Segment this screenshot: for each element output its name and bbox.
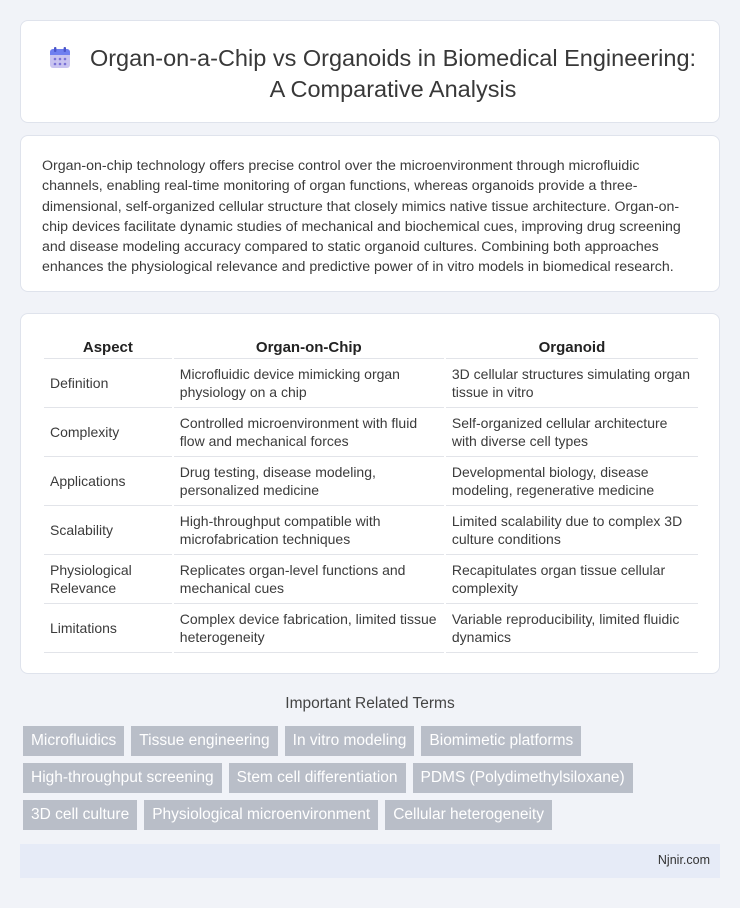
table-row <box>44 555 698 604</box>
organ-on-chip-cell: Complex device fabrication, limited tissue heterogeneity <box>174 604 444 653</box>
footer <box>20 844 720 878</box>
organ-on-chip-cell: Microfluidic device mimicking organ physiology on a chip <box>174 359 444 408</box>
related-terms-heading: Important Related Terms <box>285 695 455 712</box>
table-row <box>44 506 698 555</box>
summary-card <box>20 135 720 292</box>
footer-brand[interactable]: Njnir.com <box>657 853 710 867</box>
tag-in-vitro-modeling[interactable]: In vitro modeling <box>285 726 415 756</box>
table-row <box>44 408 698 457</box>
title-card <box>20 20 720 123</box>
related-terms-list <box>23 726 713 837</box>
aspect-cell: Applications <box>44 457 172 506</box>
tag-high-throughput-screening[interactable]: High-throughput screening <box>23 763 222 793</box>
tag-cellular-heterogeneity[interactable]: Cellular heterogeneity <box>385 800 552 830</box>
table-row <box>44 359 698 408</box>
header-aspect: Aspect <box>44 334 172 359</box>
tag-row <box>23 726 713 756</box>
tag-row <box>23 800 713 830</box>
table-row <box>44 604 698 653</box>
organ-on-chip-cell: Controlled microenvironment with fluid flow and mechanical forces <box>174 408 444 457</box>
tag-physiological-microenvironment[interactable]: Physiological microenvironment <box>144 800 378 830</box>
header-organ-on-chip: Organ-on-Chip <box>174 334 444 359</box>
calendar-icon <box>48 46 72 70</box>
organoid-cell: Recapitulates organ tissue cellular complexity <box>446 555 698 604</box>
aspect-cell: Complexity <box>44 408 172 457</box>
tag-microfluidics[interactable]: Microfluidics <box>23 726 124 756</box>
table-header-row <box>44 334 698 359</box>
tag-tissue-engineering[interactable]: Tissue engineering <box>131 726 277 756</box>
organoid-cell: Variable reproducibility, limited fluidic dynamics <box>446 604 698 653</box>
page-title: Organ-on-a-Chip vs Organoids in Biomedical Engineering: A Comparative Analysis <box>89 45 697 102</box>
aspect-cell: Physiological Relevance <box>44 555 172 604</box>
tag-3d-cell-culture[interactable]: 3D cell culture <box>23 800 137 830</box>
comparison-card <box>20 313 720 674</box>
table-row <box>44 457 698 506</box>
organ-on-chip-cell: Replicates organ-level functions and mechanical cues <box>174 555 444 604</box>
comparison-table <box>42 334 700 653</box>
aspect-cell: Scalability <box>44 506 172 555</box>
header-organoid: Organoid <box>446 334 698 359</box>
tag-biomimetic-platforms[interactable]: Biomimetic platforms <box>421 726 581 756</box>
organoid-cell: Self-organized cellular architecture with diverse cell types <box>446 408 698 457</box>
tag-stem-cell-differentiation[interactable]: Stem cell differentiation <box>229 763 406 793</box>
aspect-cell: Limitations <box>44 604 172 653</box>
organoid-cell: 3D cellular structures simulating organ tissue in vitro <box>446 359 698 408</box>
organoid-cell: Limited scalability due to complex 3D culture conditions <box>446 506 698 555</box>
organoid-cell: Developmental biology, disease modeling, regenerative medicine <box>446 457 698 506</box>
organ-on-chip-cell: Drug testing, disease modeling, personalized medicine <box>174 457 444 506</box>
tag-pdms[interactable]: PDMS (Polydimethylsiloxane) <box>413 763 633 793</box>
organ-on-chip-cell: High-throughput compatible with microfabrication techniques <box>174 506 444 555</box>
summary-paragraph: Organ-on-chip technology offers precise control over the microenvironment through microfluidic channels, enabling real-time monitoring of organ functions, whereas organoids provide a three-dimensional, self-organized cellular structure that closely mimics native tissue architecture. Organ-on-chip devices facilitate dynamic studies of mechanical and biochemical cues, improving drug screening and disease modeling accuracy compared to static organoid cultures. Combining both approaches enhances the physiological relevance and predictive power of in vitro models in biomedical research. <box>42 158 681 276</box>
tag-row <box>23 763 713 793</box>
aspect-cell: Definition <box>44 359 172 408</box>
